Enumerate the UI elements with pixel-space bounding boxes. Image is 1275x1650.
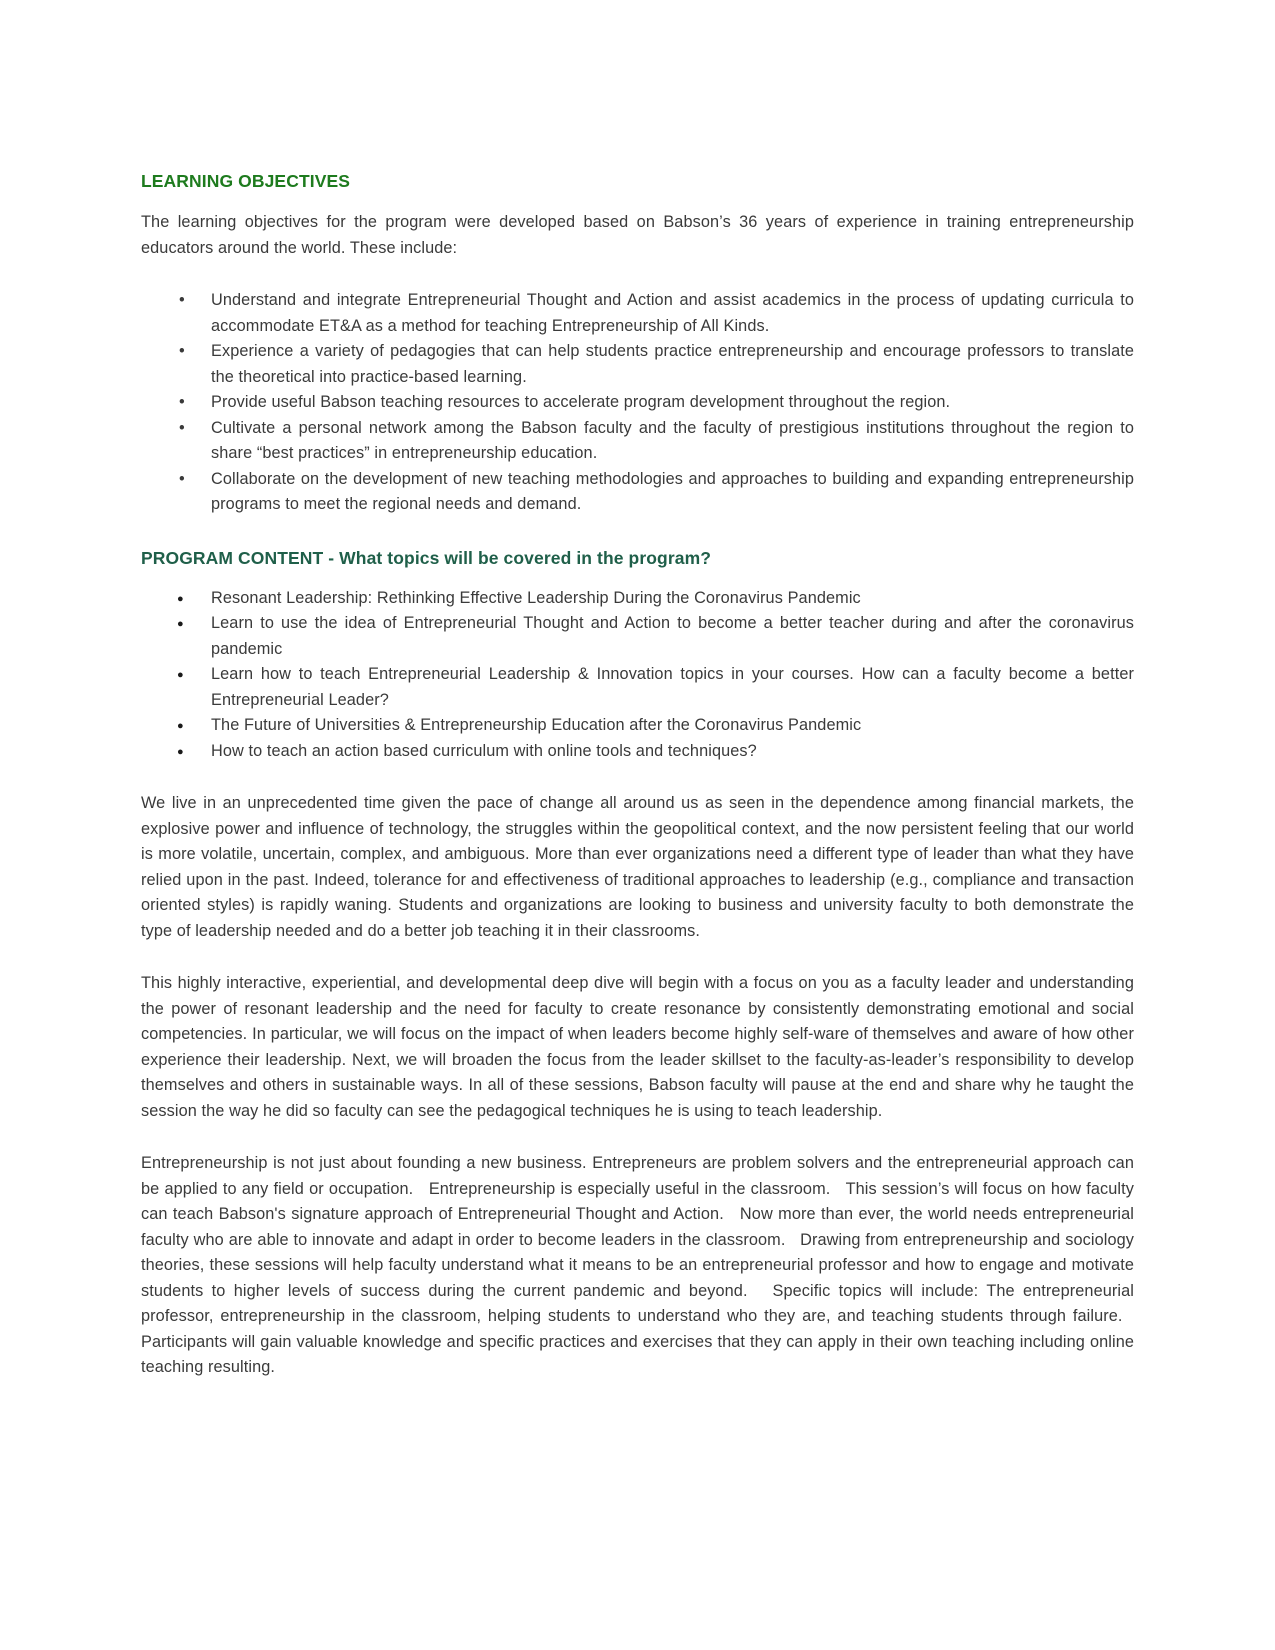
list-item: ● Learn to use the idea of Entrepreneurial Thought and Action to become a better teacher during and after the coronavirus pandemic <box>141 611 1134 662</box>
program-content-list <box>141 586 1134 765</box>
list-item: ● The Future of Universities & Entrepreneurship Education after the Coronavirus Pandemic <box>141 713 1134 739</box>
list-item: • Understand and integrate Entrepreneurial Thought and Action and assist academics in the process of updating curricula to accommodate ET&A as a method for teaching Entrepreneurship of All Kinds. <box>141 288 1134 339</box>
learning-objectives-intro: The learning objectives for the program were developed based on Babson’s 36 years of experience in training entrepreneurship educators around the world. These include: <box>141 213 1134 257</box>
list-item: • Collaborate on the development of new teaching methodologies and approaches to building and expanding entrepreneurship programs to meet the regional needs and demand. <box>141 467 1134 518</box>
list-item: • Cultivate a personal network among the Babson faculty and the faculty of prestigious institutions throughout the region to share “best practices” in entrepreneurship education. <box>141 416 1134 467</box>
list-item: ● How to teach an action based curriculum with online tools and techniques? <box>141 739 1134 765</box>
learning-objectives-heading: LEARNING OBJECTIVES <box>141 171 351 191</box>
paragraph-entrepreneurship: Entrepreneurship is not just about founding a new business. Entrepreneurs are problem solvers and the entrepreneurial approach can be applied to any field or occupation. Entrepreneurship is especially useful in the classroom. This session’s will focus on how faculty can teach Babson's signature approach of Entrepreneurial Thought and Action. Now more than ever, the world needs entrepreneurial faculty who are able to innovate and adapt in order to become leaders in the classroom. Drawing from entrepreneurship and sociology theories, these sessions will help faculty understand what it means to be an entrepreneurial professor and how to engage and motivate students to higher levels of success during the current pandemic and beyond. Specific topics will include: The entrepreneurial professor, entrepreneurship in the classroom, helping students to understand who they are, and teaching students through failure. Participants will gain valuable knowledge and specific practices and exercises that they can apply in their own teaching including online teaching resulting. <box>141 1154 1134 1376</box>
learning-objectives-list <box>141 288 1134 518</box>
list-item: • Experience a variety of pedagogies that can help students practice entrepreneurship and encourage professors to translate the theoretical into practice-based learning. <box>141 339 1134 390</box>
program-content-heading: PROGRAM CONTENT - What topics will be covered in the program? <box>141 547 712 568</box>
list-item: ● Learn how to teach Entrepreneurial Leadership & Innovation topics in your courses. How can a faculty become a better Entrepreneurial Leader? <box>141 662 1134 713</box>
list-item: ● Resonant Leadership: Rethinking Effective Leadership During the Coronavirus Pandemic <box>141 586 1134 612</box>
paragraph-unprecedented-time: We live in an unprecedented time given the pace of change all around us as seen in the dependence among financial markets, the explosive power and influence of technology, the struggles within the geopolitical context, and the now persistent feeling that our world is more volatile, uncertain, complex, and ambiguous. More than ever organizations need a different type of leader than what they have relied upon in the past. Indeed, tolerance for and effectiveness of traditional approaches to leadership (e.g., compliance and transaction oriented styles) is rapidly waning. Students and organizations are looking to business and university faculty to both demonstrate the type of leadership needed and do a better job teaching it in their classrooms. <box>141 794 1134 940</box>
paragraph-deep-dive: This highly interactive, experiential, and developmental deep dive will begin with a focus on you as a faculty leader and understanding the power of resonant leadership and the need for faculty to create resonance by consistently demonstrating emotional and social competencies. In particular, we will focus on the impact of when leaders become highly self-ware of themselves and aware of how other experience their leadership. Next, we will broaden the focus from the leader skillset to the faculty-as-leader’s responsibility to develop themselves and others in sustainable ways. In all of these sessions, Babson faculty will pause at the end and share why he taught the session the way he did so faculty can see the pedagogical techniques he is using to teach leadership. <box>141 974 1134 1120</box>
list-item: • Provide useful Babson teaching resources to accelerate program development throughout the region. <box>141 390 1134 416</box>
